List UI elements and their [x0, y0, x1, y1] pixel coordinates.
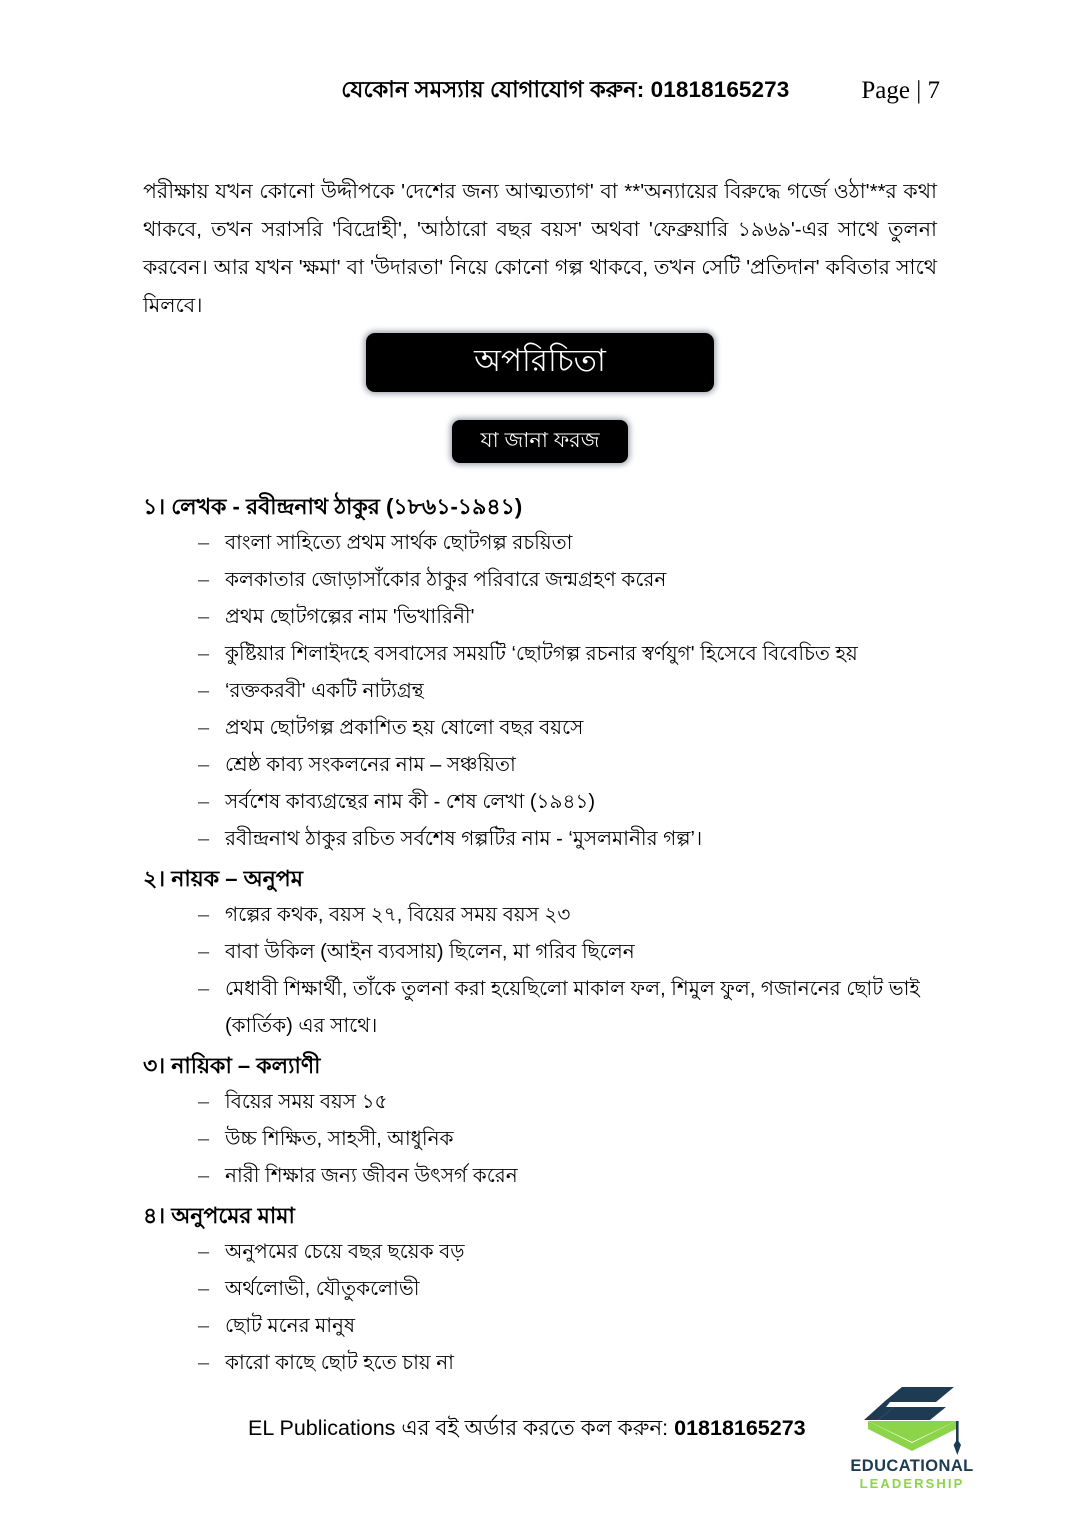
- bullet-dash-icon: –: [198, 828, 210, 850]
- bullet-dash-icon: –: [198, 1128, 210, 1150]
- title-badge-container: [0, 333, 1080, 392]
- list-item-text: রবীন্দ্রনাথ ঠাকুর রচিত সর্বশেষ গল্পটির নাম - ‘মুসলমানীর গল্প’।: [225, 828, 703, 850]
- list-item: [143, 710, 943, 747]
- footer-phone-number: 01818165273: [674, 1416, 806, 1440]
- bullet-dash-icon: –: [198, 1165, 210, 1187]
- list-item-text: কারো কাছে ছোট হতে চায় না: [225, 1352, 454, 1374]
- section-2: [143, 862, 943, 1045]
- list-item: [143, 747, 943, 784]
- list-item-text: অর্থলোভী, যৌতুকলোভী: [225, 1278, 420, 1300]
- list-item: [143, 897, 943, 934]
- section-3: [143, 1049, 943, 1195]
- list-item-text: অনুপমের চেয়ে বছর ছয়েক বড়: [225, 1241, 465, 1263]
- list-item-text: বাবা উকিল (আইন ব্যবসায়) ছিলেন, মা গরিব ছিলেন: [225, 941, 635, 963]
- list-item: [143, 1084, 943, 1121]
- list-item: [143, 934, 943, 971]
- graduation-cap-logo-icon: [856, 1385, 968, 1459]
- bullet-dash-icon: –: [198, 1278, 210, 1300]
- section-heading: ৪। অনুপমের মামা: [143, 1203, 295, 1228]
- footer-order-text: [248, 1415, 806, 1443]
- list-item-text: ‘রক্তকরবী' একটি নাট্যগ্রন্থ: [225, 680, 424, 702]
- section-heading: ২। নায়ক – অনুপম: [143, 866, 303, 891]
- list-item-text: সর্বশেষ কাব্যগ্রন্থের নাম কী - শেষ লেখা (১৯৪১): [225, 791, 596, 813]
- list-item: [143, 673, 943, 710]
- logo-subtitle-text: LEADERSHIP: [859, 1476, 965, 1491]
- list-item-text: বিয়ের সময় বয়স ১৫: [225, 1091, 388, 1113]
- section-bullet-list: [143, 1084, 943, 1195]
- list-item-text: উচ্চ শিক্ষিত, সাহসী, আধুনিক: [225, 1128, 454, 1150]
- intro-paragraph: পরীক্ষায় যখন কোনো উদ্দীপকে 'দেশের জন্য আত্মত্যাগ' বা **'অন্যায়ের বিরুদ্ধে গর্জে ওঠা'**র কথা থাকবে, তখন সরাসরি 'বিদ্রোহী', 'আঠারো বছর বয়স' অথবা 'ফেব্রুয়ারি ১৯৬৯'-এর সাথে তুলনা করবেন। আর যখন 'ক্ষমা' বা 'উদারতা' নিয়ে কোনো গল্প থাকবে, তখন সেটি 'প্রতিদান' কবিতার সাথে মিলবে।: [143, 179, 937, 317]
- logo-name-text: EDUCATIONAL: [850, 1457, 974, 1475]
- list-item-text: বাংলা সাহিত্যে প্রথম সার্থক ছোটগল্প রচয়িতা: [225, 532, 573, 554]
- list-item: [143, 1345, 943, 1382]
- list-item: [143, 971, 943, 1045]
- list-item: [143, 821, 943, 858]
- bullet-dash-icon: –: [198, 904, 210, 926]
- list-item-text: কুষ্টিয়ার শিলাইদহে বসবাসের সময়টি ‘ছোটগল্প রচনার স্বর্ণযুগ' হিসেবে বিবেচিত হয়: [225, 643, 858, 665]
- bullet-dash-icon: –: [198, 754, 210, 776]
- section-heading: ৩। নায়িকা – কল্যাণী: [143, 1053, 321, 1078]
- list-item: [143, 784, 943, 821]
- list-item: [143, 525, 943, 562]
- bullet-dash-icon: –: [198, 532, 210, 554]
- list-item-text: প্রথম ছোটগল্পের নাম 'ভিখারিনী': [225, 606, 475, 628]
- section-bullet-list: [143, 525, 943, 858]
- section-heading: ১। লেখক - রবীন্দ্রনাথ ঠাকুর (১৮৬১-১৯৪১): [143, 494, 523, 519]
- must-know-badge: যা জানা ফরজ: [452, 420, 627, 463]
- list-item-text: মেধাবী শিক্ষার্থী, তাঁকে তুলনা করা হয়েছিলো মাকাল ফল, শিমুল ফুল, গজাননের ছোট ভাই (কার্তিক) এর সাথে।: [225, 978, 920, 1037]
- bullet-dash-icon: –: [198, 791, 210, 813]
- bullet-dash-icon: –: [198, 941, 210, 963]
- header-contact-text: যেকোন সমস্যায় যোগাযোগ করুন: 01818165273: [341, 76, 790, 102]
- bullet-dash-icon: –: [198, 717, 210, 739]
- educational-leadership-logo: [848, 1385, 976, 1507]
- list-item-text: প্রথম ছোটগল্প প্রকাশিত হয় ষোলো বছর বয়সে: [225, 717, 584, 739]
- bullet-dash-icon: –: [198, 680, 210, 702]
- chapter-title-badge: অপরিচিতা: [366, 333, 714, 392]
- list-item: [143, 599, 943, 636]
- list-item-text: ছোট মনের মানুষ: [225, 1315, 355, 1337]
- list-item: [143, 1158, 943, 1195]
- page-number-label: Page | 7: [861, 76, 940, 104]
- bullet-dash-icon: –: [198, 643, 210, 665]
- bullet-dash-icon: –: [198, 978, 210, 1000]
- list-item: [143, 1308, 943, 1345]
- sub-badge-container: [0, 420, 1080, 463]
- list-item-text: গল্পের কথক, বয়স ২৭, বিয়ের সময় বয়স ২৩: [225, 904, 571, 926]
- list-item-text: শ্রেষ্ঠ কাব্য সংকলনের নাম – সঞ্চয়িতা: [225, 754, 516, 776]
- bullet-dash-icon: –: [198, 569, 210, 591]
- list-item-text: কলকাতার জোড়াসাঁকোর ঠাকুর পরিবারে জন্মগ্রহণ করেন: [225, 569, 667, 591]
- page-header: [140, 70, 940, 110]
- bullet-dash-icon: –: [198, 1315, 210, 1337]
- list-item-text: নারী শিক্ষার জন্য জীবন উৎসর্গ করেন: [225, 1165, 518, 1187]
- section-bullet-list: [143, 1234, 943, 1382]
- list-item: [143, 1121, 943, 1158]
- page-footer: [0, 1395, 1080, 1515]
- bullet-dash-icon: –: [198, 1352, 210, 1374]
- list-item: [143, 636, 943, 673]
- footer-text-prefix: EL Publications এর বই অর্ডার করতে কল করুন:: [248, 1416, 675, 1440]
- section-4: [143, 1199, 943, 1382]
- list-item: [143, 562, 943, 599]
- sections-container: [143, 490, 943, 1382]
- section-1: [143, 490, 943, 858]
- bullet-dash-icon: –: [198, 1241, 210, 1263]
- list-item: [143, 1271, 943, 1308]
- list-item: [143, 1234, 943, 1271]
- bullet-dash-icon: –: [198, 1091, 210, 1113]
- bullet-dash-icon: –: [198, 606, 210, 628]
- section-bullet-list: [143, 897, 943, 1045]
